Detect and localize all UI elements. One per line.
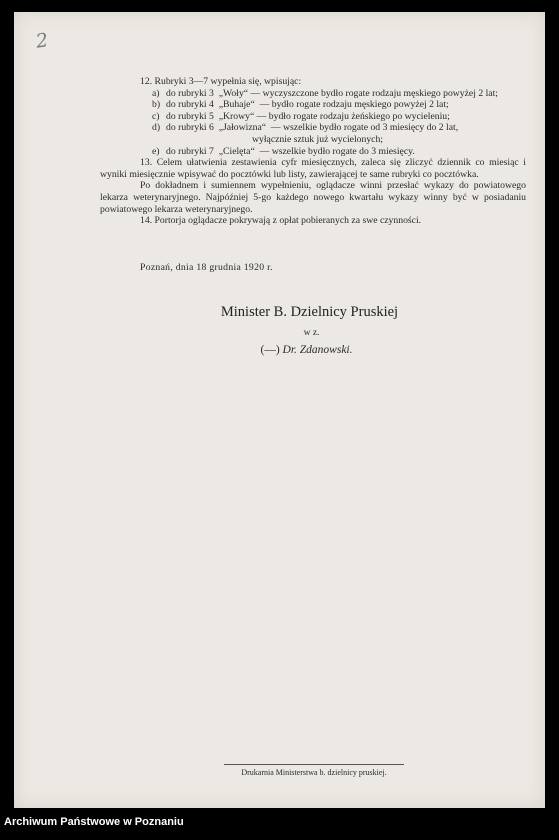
- document-page: [14, 12, 545, 808]
- list-item-d-continuation: wyłącznie sztuk już wycielonych;: [252, 133, 384, 145]
- printer-imprint: Drukarnia Ministerstwa b. dzielnicy pruskiej.: [241, 768, 387, 777]
- dateline: Poznań, dnia 18 grudnia 1920 r.: [140, 262, 273, 273]
- paragraph-submission: Po dokładnem i sumiennem wypełnieniu, oglądacze winni przesłać wykazy do powiatowego lekarza weterynaryjnego. Najpóźniej 5-go każdego nowego kwartału wykazy winny być w posiadaniu powiatowego lekarza weterynaryjnego.: [100, 180, 526, 215]
- signature-title: Minister B. Dzielnicy Pruskiej: [220, 304, 399, 320]
- handwritten-page-number: 2: [34, 29, 50, 53]
- list-item-letter: b): [152, 99, 161, 111]
- paragraph-13: 13. Celem ułatwienia zestawienia cyfr miesięcznych, zaleca się zliczyć dziennik co miesiąc i wyniki miesięcznie wpisywać do pocztówki lub listy, zawierającej te same rubryki co pocztówka.: [100, 157, 526, 180]
- list-item-letter: c): [152, 110, 160, 122]
- list-item-letter: d): [152, 122, 161, 134]
- list-item: [100, 122, 526, 134]
- list-item-text: do rubryki 4 „Buhaje“ — bydło rogate rodzaju męskiego powyżej 2 lat;: [166, 99, 449, 111]
- list-item: [100, 88, 526, 100]
- signature-name: Dr. Zdanowski.: [282, 344, 353, 356]
- footer-divider: [224, 764, 404, 765]
- list-item-text: do rubryki 3 „Woły“ — wyczyszczone bydło rogate rodzaju męskiego powyżej 2 lat;: [166, 87, 498, 99]
- document-body: [100, 76, 526, 227]
- list-item: [100, 146, 526, 158]
- paragraph-12-heading: 12. Rubryki 3—7 wypełnia się, wpisując:: [140, 76, 302, 87]
- list-item: [100, 99, 526, 111]
- list-item-text: do rubryki 7 „Cielęta“ — wszelkie bydło rogate do 3 miesięcy.: [166, 145, 415, 157]
- list-item-text: do rubryki 5 „Krowy“ — bydło rogate rodzaju żeńskiego po wycieleniu;: [166, 110, 450, 122]
- archive-label: Archiwum Państwowe w Poznaniu: [4, 816, 184, 828]
- list-item-text: do rubryki 6 „Jałowizna“ — wszelkie bydło rogate od 3 miesięcy do 2 lat,: [166, 122, 459, 134]
- paragraph-14: 14. Portorja oglądacze pokrywają z opłat pobieranych za swe czynności.: [140, 215, 422, 227]
- signature-prefix: (—): [260, 344, 280, 356]
- list-item-letter: e): [152, 145, 160, 157]
- list-item: [100, 111, 526, 123]
- list-item-letter: a): [152, 87, 160, 99]
- signature-line: [14, 344, 545, 356]
- signature-wz: w z.: [303, 328, 320, 338]
